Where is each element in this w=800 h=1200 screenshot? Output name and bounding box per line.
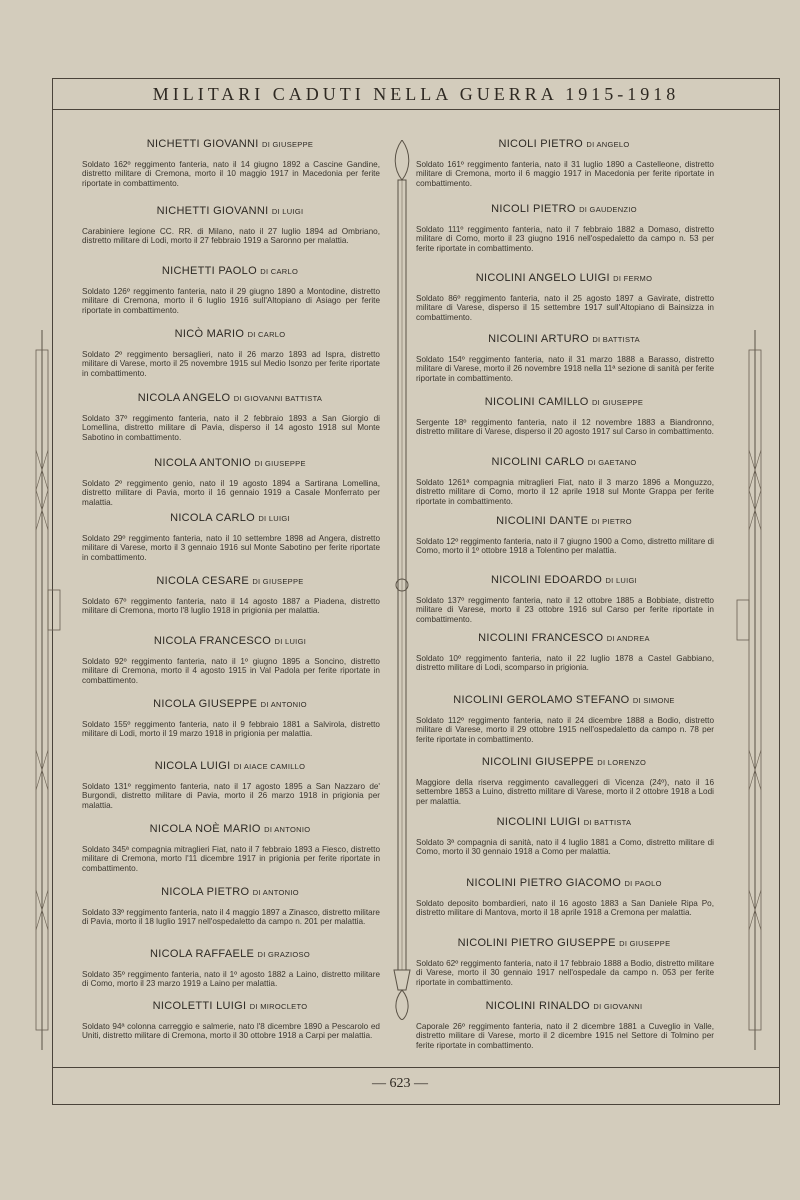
entry-text: Soldato 112º reggimento fanteria, nato il 24 dicembre 1888 a Bodio, distretto militare di Varese, morto il 29 ottobre 1915 nell'ospedaletto da campo n. 78 per ferite riportate in combattimento. — [416, 716, 714, 744]
entry-parent: DI LORENZO — [597, 758, 647, 767]
entry-text: Soldato 62º reggimento fanteria, nato il 17 febbraio 1888 a Bodio, distretto militare di Varese, morto il 30 gennaio 1917 nell'ospedale da campo n. 053 per ferite riportate in combattimento. — [416, 959, 714, 987]
entry-surname-given: NICOLINI LUIGI — [496, 816, 581, 828]
entry — [414, 816, 714, 857]
entry-parent: DI GAUDENZIO — [579, 205, 637, 214]
entry — [80, 138, 380, 188]
entry — [80, 948, 380, 989]
entry-parent: DI ANTONIO — [252, 888, 299, 897]
entry-surname-given: NICHETTI GIOVANNI — [146, 138, 259, 150]
entry-name — [414, 877, 714, 889]
entry-text: Soldato 126º reggimento fanteria, nato il 29 giugno 1890 a Montodine, distretto militare di Cremona, morto il 6 luglio 1916 sull'Altopiano di Asiago per ferite riportate in combattimento. — [82, 287, 380, 315]
entry-surname-given: NICOLA GIUSEPPE — [153, 698, 258, 710]
entry-surname-given: NICOLINI RINALDO — [485, 1000, 591, 1012]
entry-surname-given: NICOLINI ANGELO LUIGI — [475, 272, 610, 284]
entry-surname-given: NICOLINI FRANCESCO — [478, 632, 604, 644]
entry-surname-given: NICOLI PIETRO — [498, 138, 584, 150]
entry-name — [80, 457, 380, 469]
entry-name — [414, 138, 714, 150]
entry-name — [80, 760, 380, 772]
entry — [80, 698, 380, 739]
entry-name — [414, 456, 714, 468]
entry — [80, 823, 380, 873]
entry-parent: DI GIUSEPPE — [591, 398, 644, 407]
entry — [414, 1000, 714, 1050]
entry-text: Soldato 111º reggimento fanteria, nato il 7 febbraio 1882 a Domaso, distretto militare di Como, morto il 23 giugno 1916 nell'ospedaletto da campo n. 53 per ferite riportate in combattimento. — [416, 225, 714, 253]
entry-text: Soldato 155º reggimento fanteria, nato il 9 febbraio 1881 a Salvirola, distretto militare di Lodi, morto il 19 marzo 1918 in prigionia per malattia. — [82, 720, 380, 739]
entry-parent: DI GIOVANNI BATTISTA — [233, 394, 323, 403]
entry-parent: DI SIMONE — [632, 696, 675, 705]
entry — [80, 575, 380, 616]
entry-surname-given: NICHETTI PAOLO — [161, 265, 257, 277]
entry — [414, 694, 714, 744]
entry-parent: DI ANTONIO — [264, 825, 311, 834]
entry-surname-given: NICOLETTI LUIGI — [152, 1000, 247, 1012]
entry-surname-given: NICOLA ANTONIO — [154, 457, 252, 469]
entry-text: Soldato 35º reggimento fanteria, nato il 1º agosto 1882 a Laino, distretto militare di Como, morto il 23 marzo 1919 a Laino per malattia. — [82, 970, 380, 989]
entry — [414, 138, 714, 188]
entry-surname-given: NICOLINI PIETRO GIUSEPPE — [457, 937, 616, 949]
entry — [414, 756, 714, 806]
entry-surname-given: NICOLINI EDOARDO — [490, 574, 603, 586]
entry-text: Soldato 86º reggimento fanteria, nato il 25 agosto 1897 a Gavirate, distretto militare di Varese, disperso il 15 settembre 1917 sull'Altopiano di Bainsizza in combattimento. — [416, 294, 714, 322]
entry-name — [80, 1000, 380, 1012]
entry-parent: DI AIACE CAMILLO — [233, 762, 306, 771]
entry-name — [80, 265, 380, 277]
entry-name — [414, 756, 714, 768]
entry-text: Soldato 94ª colonna carreggio e salmerie, nato l'8 dicembre 1890 a Pescarolo ed Uniti, distretto militare di Cremona, morto il 30 ottobre 1918 a Carpi per malattia. — [82, 1022, 380, 1041]
left-side-ornament — [22, 330, 62, 1050]
entry — [414, 396, 714, 437]
entry-name — [80, 328, 380, 340]
entry — [414, 574, 714, 624]
entry-name — [80, 698, 380, 710]
entry-parent: DI LUIGI — [258, 514, 290, 523]
entry-name — [80, 138, 380, 150]
entry-text: Soldato 12º reggimento fanteria, nato il 7 giugno 1900 a Como, distretto militare di Como, morto il 1º ottobre 1918 a Tolentino per malattia. — [416, 537, 714, 556]
entry-text: Soldato 29º reggimento fanteria, nato il 10 settembre 1898 ad Angera, distretto militare di Varese, morto il 3 gennaio 1916 sul Monte Sabotino per ferite riportate in combattimento. — [82, 534, 380, 562]
entry-name — [414, 333, 714, 345]
entry-parent: DI BATTISTA — [592, 335, 640, 344]
entry-name — [414, 203, 714, 215]
entry — [414, 203, 714, 253]
entry-parent: DI ANDREA — [606, 634, 650, 643]
entry — [414, 333, 714, 383]
entry — [80, 760, 380, 810]
entry — [80, 1000, 380, 1041]
entry-surname-given: NICOLINI CAMILLO — [484, 396, 589, 408]
entry-name — [414, 574, 714, 586]
entry — [80, 635, 380, 685]
entry — [80, 392, 380, 442]
entry — [414, 877, 714, 918]
entry-parent: DI BATTISTA — [583, 818, 632, 827]
entry-surname-given: NICOLA LUIGI — [154, 760, 231, 772]
entry-text: Soldato 2º reggimento genio, nato il 19 agosto 1894 a Sartirana Lomellina, distretto militare di Pavia, morto il 16 gennaio 1919 a Casale Monferrato per malattia. — [82, 479, 380, 507]
entry-parent: DI GIUSEPPE — [254, 459, 306, 468]
entry-parent: DI CARLO — [247, 330, 286, 339]
entry-parent: DI GIUSEPPE — [619, 939, 671, 948]
entry-text: Soldato 3ª compagnia di sanità, nato il 4 luglio 1881 a Como, distretto militare di Como, morto il 30 gennaio 1918 a Como per malattia. — [416, 838, 714, 857]
entry — [80, 265, 380, 315]
right-column — [414, 120, 714, 1060]
entry-text: Soldato 67º reggimento fanteria, nato il 14 agosto 1887 a Piadena, distretto militare di Cremona, morto l'8 luglio 1918 in prigionia per malattia. — [82, 597, 380, 616]
entry-surname-given: NICOLA RAFFAELE — [150, 948, 255, 960]
entry-surname-given: NICOLI PIETRO — [491, 203, 576, 215]
left-column — [80, 120, 380, 1060]
entry-parent: DI LUIGI — [605, 576, 638, 585]
entry-surname-given: NICOLA CESARE — [156, 575, 249, 587]
entry-name — [80, 575, 380, 587]
entry-name — [80, 948, 380, 960]
entry-name — [414, 694, 714, 706]
entry-name — [414, 396, 714, 408]
entry-surname-given: NICOLINI GEROLAMO STEFANO — [453, 694, 630, 706]
entry-text: Soldato 92º reggimento fanteria, nato il 1º giugno 1895 a Soncino, distretto militare di Cremona, morto il 4 agosto 1915 in Val Padola per ferite riportate in combattimento. — [82, 657, 380, 685]
entry-text: Soldato 137º reggimento fanteria, nato il 12 ottobre 1885 a Bobbiate, distretto militare di Varese, morto il 23 ottobre 1916 sul Carso per ferite riportate in combattimento. — [416, 596, 714, 624]
entry-name — [414, 632, 714, 644]
entry-surname-given: NICHETTI GIOVANNI — [156, 205, 269, 217]
entry-parent: DI GIUSEPPE — [261, 140, 314, 149]
entry-surname-given: NICOLA CARLO — [170, 512, 255, 524]
entry-text: Maggiore della riserva reggimento cavalleggeri di Vicenza (24º), nato il 16 settembre 1853 a Luino, distretto militare di Varese, morto il 2 ottobre 1918 a Lodi per malattia. — [416, 778, 714, 806]
footer-rule — [52, 1067, 780, 1068]
right-side-ornament — [735, 330, 775, 1050]
entry-parent: DI ANTONIO — [260, 700, 307, 709]
entry — [80, 512, 380, 562]
entry-surname-given: NICOLINI ARTURO — [488, 333, 589, 345]
center-column-ornament — [392, 140, 412, 1020]
entry-text: Caporale 26º reggimento fanteria, nato il 2 dicembre 1881 a Cuveglio in Valle, distretto militare di Varese, morto il 2 dicembre 1915 nel Settore di Tolmino per ferite riportate in combattimento. — [416, 1022, 714, 1050]
entry-text: Soldato 154º reggimento fanteria, nato il 31 marzo 1888 a Barasso, distretto militare di Varese, morto il 26 novembre 1918 nella 11ª sezione di sanità per ferite riportate in combattimento. — [416, 355, 714, 383]
entry-name — [80, 886, 380, 898]
entry-name — [80, 205, 380, 217]
entry-text: Soldato 10º reggimento fanteria, nato il 22 luglio 1878 a Castel Gabbiano, distretto militare di Lodi, scomparso in prigionia. — [416, 654, 714, 673]
entry-surname-given: NICOLA FRANCESCO — [153, 635, 272, 647]
entry-parent: DI LUIGI — [274, 637, 307, 646]
entry-name — [414, 515, 714, 527]
entry-parent: DI PIETRO — [591, 517, 632, 526]
entry-parent: DI CARLO — [260, 267, 299, 276]
entry-name — [80, 635, 380, 647]
entry-parent: DI GAETANO — [587, 458, 637, 467]
entry-surname-given: NICOLA NOÈ MARIO — [149, 823, 261, 835]
entry-name — [414, 816, 714, 828]
entry-parent: DI LUIGI — [271, 207, 304, 216]
entry-text: Soldato 345ª compagnia mitraglieri Fiat, nato il 7 febbraio 1893 a Fiesco, distretto militare di Cremona, morto l'11 dicembre 1917 in prigionia per ferite riportate in combattimento. — [82, 845, 380, 873]
entry-surname-given: NICOLA PIETRO — [161, 886, 250, 898]
entry-name — [80, 823, 380, 835]
entry-parent: DI GIUSEPPE — [252, 577, 304, 586]
entry-surname-given: NICOLINI CARLO — [491, 456, 585, 468]
entry-text: Soldato 161º reggimento fanteria, nato il 31 luglio 1890 a Castelleone, distretto militare di Cremona, morto il 6 maggio 1917 in Macedonia per ferite riportate in combattimento. — [416, 160, 714, 188]
entry-surname-given: NICOLA ANGELO — [137, 392, 231, 404]
entry — [414, 456, 714, 506]
entry-parent: DI FERMO — [613, 274, 653, 283]
entry — [414, 632, 714, 673]
entry-text: Soldato 131º reggimento fanteria, nato il 17 agosto 1895 a San Nazzaro de' Burgondi, distretto militare di Pavia, morto il 26 marzo 1918 in prigionia per malattia. — [82, 782, 380, 810]
entry — [414, 272, 714, 322]
entry-text: Soldato 162º reggimento fanteria, nato il 14 giugno 1892 a Cascine Gandine, distretto militare di Cremona, morto il 10 maggio 1917 in Macedonia per ferite riportate in combattimento. — [82, 160, 380, 188]
entry-text: Soldato 37º reggimento fanteria, nato il 2 febbraio 1893 a San Giorgio di Lomellina, distretto militare di Pavia, disperso il 14 agosto 1918 sul Monte Sabotino in combattimento. — [82, 414, 380, 442]
entry-name — [80, 392, 380, 404]
page-title: MILITARI CADUTI NELLA GUERRA 1915-1918 — [52, 78, 780, 110]
entry-text: Soldato 33º reggimento fanteria, nato il 4 maggio 1897 a Zinasco, distretto militare di Pavia, morto il 18 luglio 1917 nell'ospedaletto da campo n. 201 per malattia. — [82, 908, 380, 927]
entry — [414, 937, 714, 987]
entry-surname-given: NICOLINI DANTE — [496, 515, 589, 527]
entry-name — [414, 1000, 714, 1012]
entry — [80, 886, 380, 927]
entry-parent: DI ANGELO — [586, 140, 630, 149]
entry-surname-given: NICOLINI GIUSEPPE — [481, 756, 594, 768]
entry-text: Soldato deposito bombardieri, nato il 16 agosto 1883 a San Daniele Ripa Po, distretto militare di Mantova, morto il 18 aprile 1918 a Cremona per malattia. — [416, 899, 714, 918]
entry — [80, 457, 380, 507]
entry-parent: DI PAOLO — [624, 879, 662, 888]
entry-text: Soldato 2º reggimento bersaglieri, nato il 26 marzo 1893 ad Ispra, distretto militare di Varese, morto il 25 novembre 1915 sul Medio Isonzo per ferite riportate in combattimento. — [82, 350, 380, 378]
entry-parent: DI GIOVANNI — [593, 1002, 643, 1011]
entry-name — [414, 937, 714, 949]
entry-name — [80, 512, 380, 524]
entry — [414, 515, 714, 556]
entry — [80, 205, 380, 246]
entry-text: Sergente 18º reggimento fanteria, nato il 12 novembre 1883 a Biandronno, distretto militare di Varese, disperso il 20 agosto 1917 sul Carso in combattimento. — [416, 418, 714, 437]
entry-parent: DI GRAZIOSO — [257, 950, 310, 959]
entry-name — [414, 272, 714, 284]
entry-text: Carabiniere legione CC. RR. di Milano, nato il 27 luglio 1894 ad Ombriano, distretto militare di Lodi, morto il 27 febbraio 1919 a Saronno per malattia. — [82, 227, 380, 246]
entry-surname-given: NICOLINI PIETRO GIACOMO — [466, 877, 622, 889]
entry-parent: DI MIROCLETO — [249, 1002, 308, 1011]
entry-text: Soldato 1261ª compagnia mitraglieri Fiat, nato il 3 marzo 1896 a Monguzzo, distretto militare di Como, morto il 12 aprile 1918 sul Monte Grappa per ferite riportate in combattimento. — [416, 478, 714, 506]
entry — [80, 328, 380, 378]
entry-surname-given: NICÒ MARIO — [174, 328, 245, 340]
page-number: — 623 — — [372, 1076, 428, 1091]
